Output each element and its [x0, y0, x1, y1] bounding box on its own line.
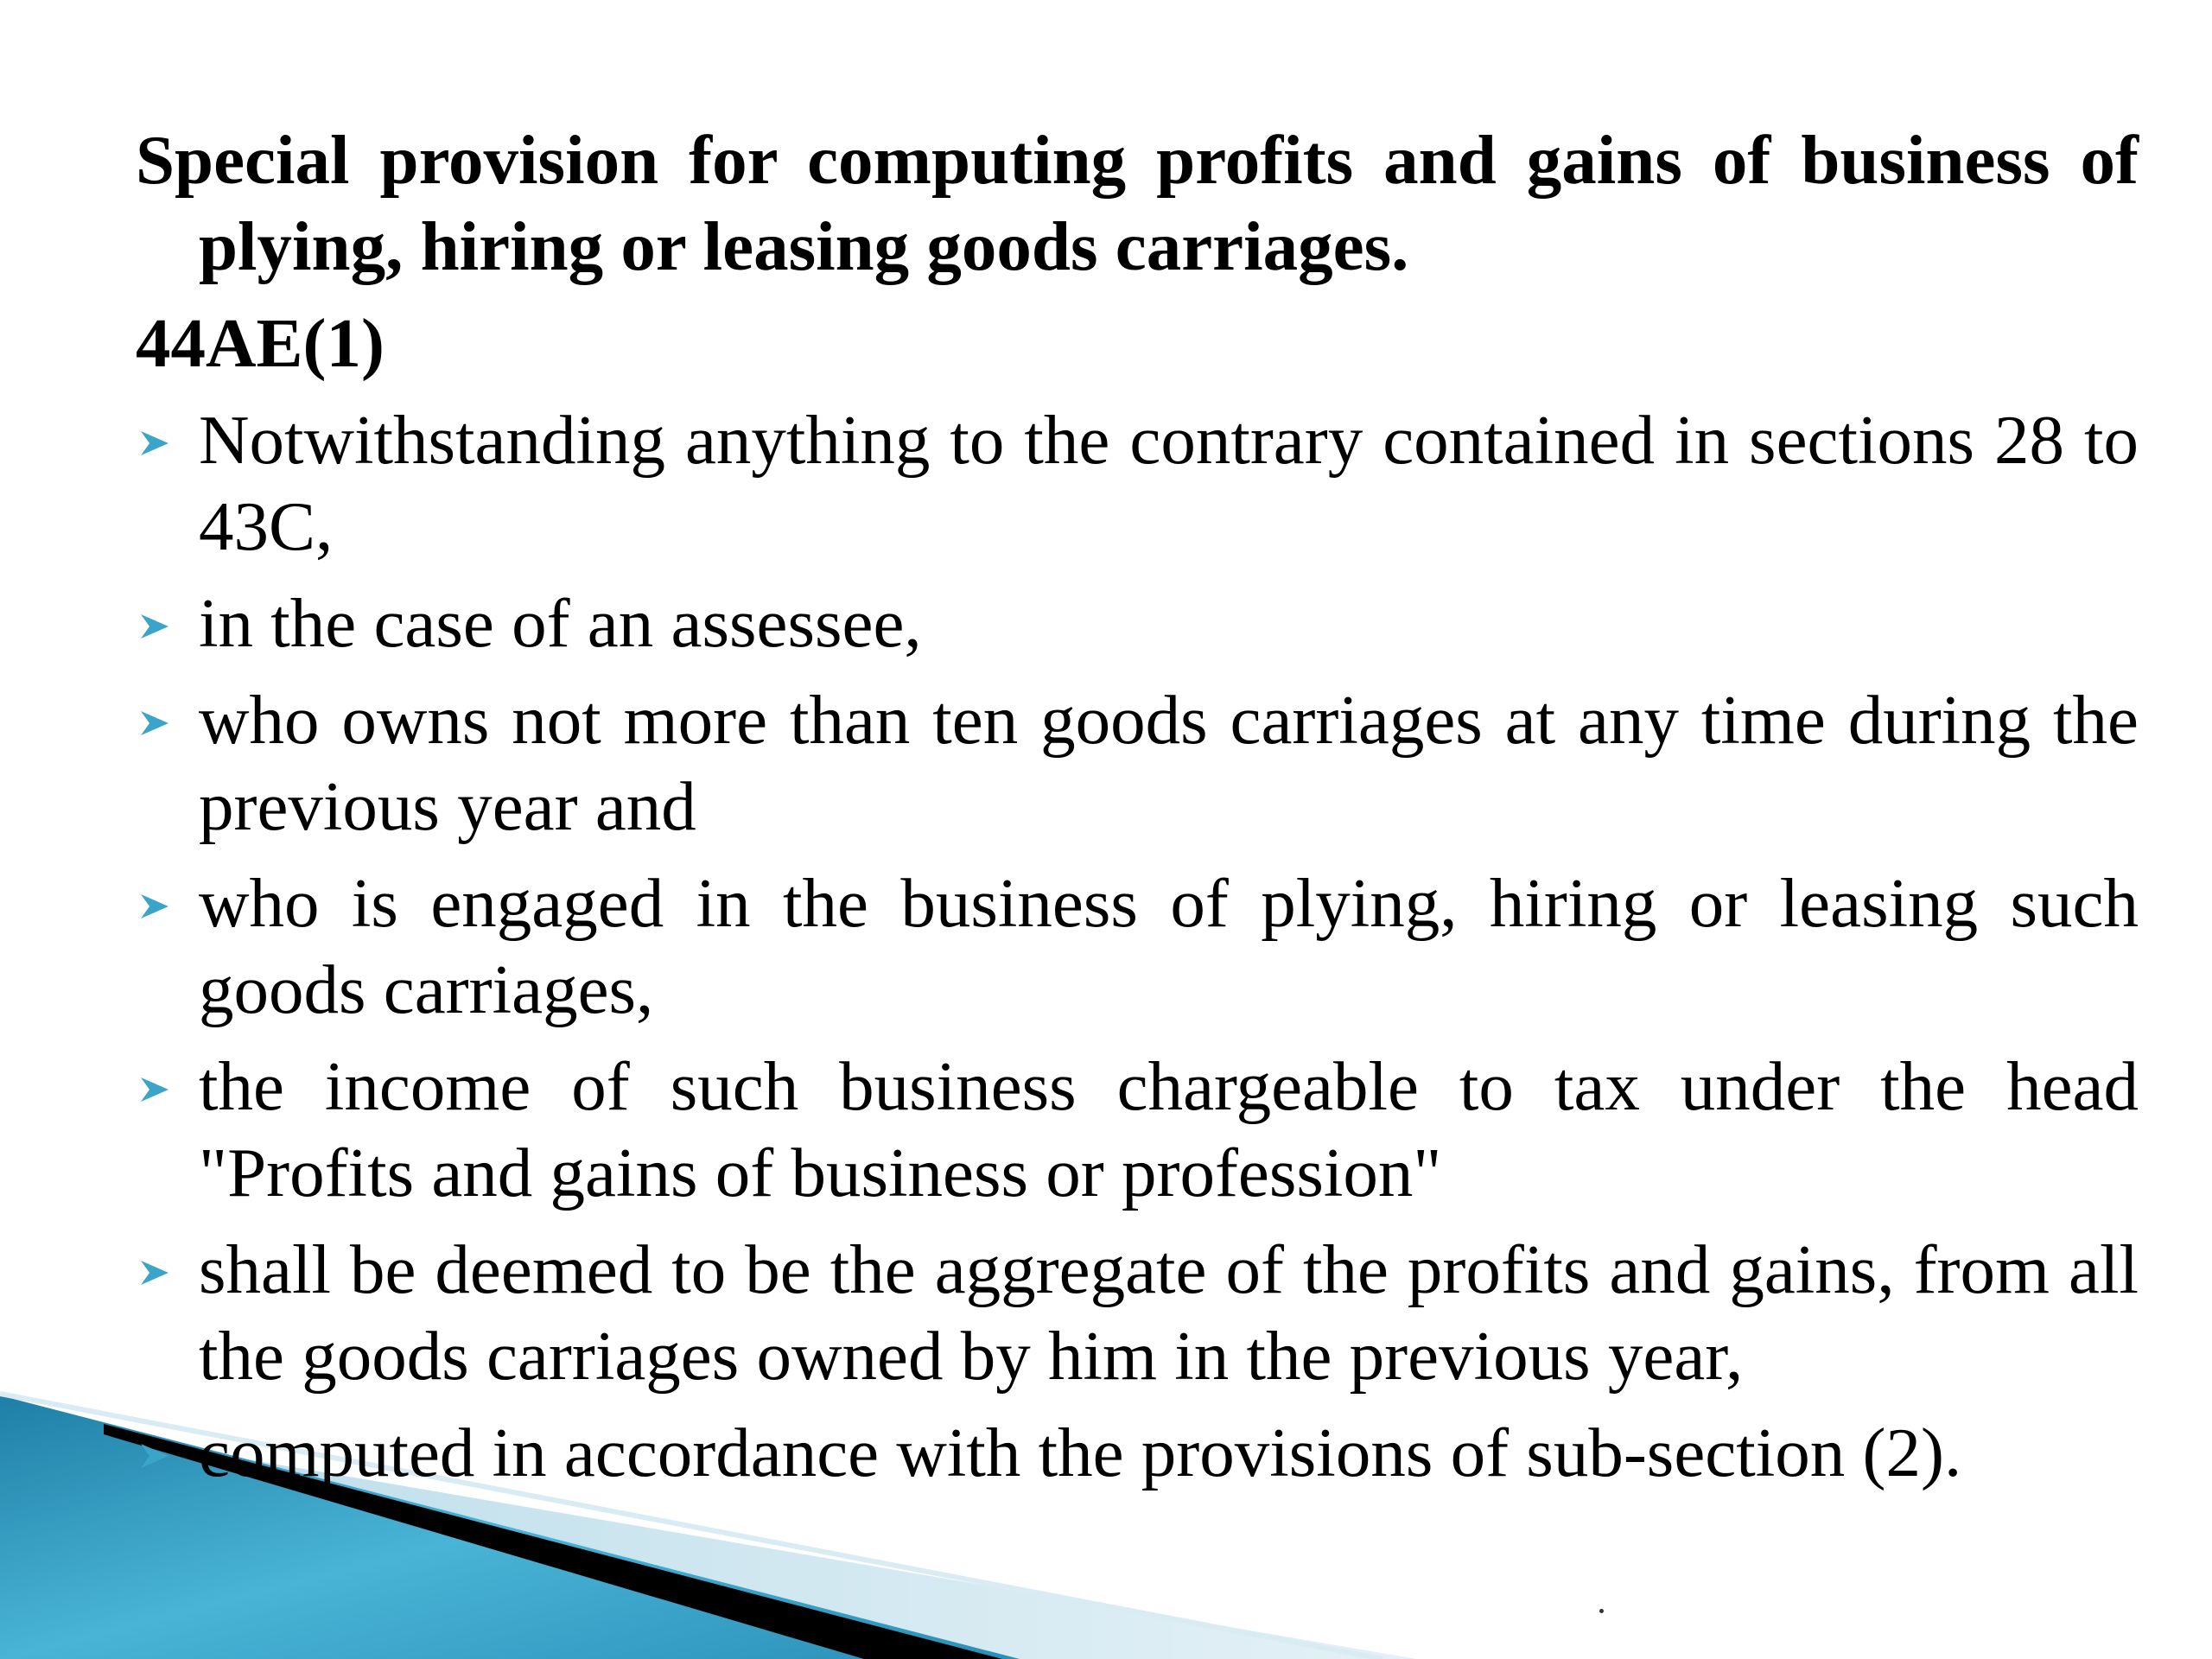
bullet-text: shall be deemed to be the aggregate of the profits and gains, from all the goods carriages owned by him in the previous year,	[199, 1230, 2139, 1395]
bullet-text: in the case of an assessee,	[199, 584, 922, 662]
bullet-text: who is engaged in the business of plying, hiring or leasing such goods carriages,	[199, 864, 2139, 1028]
list-item	[136, 1043, 2139, 1216]
bullet-text: who owns not more than ten goods carriages at any time during the previous year and	[199, 681, 2139, 845]
arrowhead-bullet-icon	[139, 1257, 170, 1288]
arrowhead-bullet-icon	[139, 611, 170, 642]
list-item	[136, 1226, 2139, 1399]
slide-title: Special provision for computing profits and gains of business of plying, hiring or leasing goods carriages.	[136, 121, 2139, 285]
list-item	[136, 1409, 2139, 1496]
list-item	[136, 580, 2139, 666]
arrowhead-bullet-icon	[139, 708, 170, 739]
arrowhead-bullet-icon	[139, 891, 170, 922]
bullet-text: the income of such business chargeable to tax under the head "Profits and gains of business or profession"	[199, 1047, 2139, 1211]
bullet-text: computed in accordance with the provisions of sub-section (2).	[199, 1414, 1962, 1491]
bullet-text: Notwithstanding anything to the contrary contained in sections 28 to 43C,	[199, 401, 2139, 565]
slide-content	[136, 117, 2139, 1496]
list-item	[136, 677, 2139, 849]
arrowhead-bullet-icon	[139, 428, 170, 459]
list-item	[136, 860, 2139, 1033]
arrowhead-bullet-icon	[139, 1440, 170, 1471]
bullet-list	[136, 397, 2139, 1496]
list-item	[136, 397, 2139, 569]
section-number: 44AE(1)	[136, 304, 385, 382]
footer-dot	[1599, 1609, 1604, 1613]
arrowhead-bullet-icon	[139, 1074, 170, 1105]
